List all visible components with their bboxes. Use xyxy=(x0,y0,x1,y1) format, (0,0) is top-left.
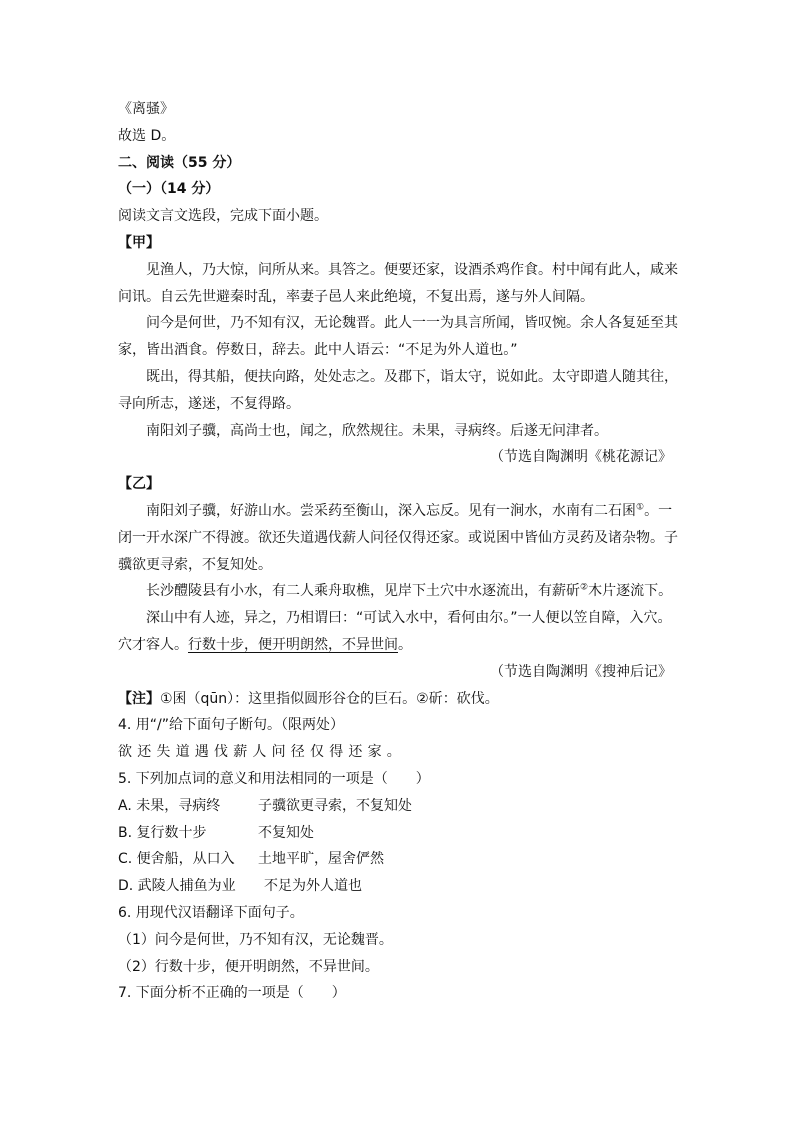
question-6-item: （2）行数十步，便开明朗然，不异世间。 xyxy=(118,958,379,975)
passage-yi-text: 。 xyxy=(398,636,412,653)
question-4-stem: 4. 用“/”给下面句子断句。（限两处） xyxy=(118,717,345,734)
passage-jia-line: 南阳刘子骥，高尚士也，闻之，欣然规往。未果，寻病终。后遂无问津者。 xyxy=(146,422,608,439)
option-left: A. 未果，寻病终 xyxy=(118,797,221,814)
passage-jia-line: 既出，得其船，便扶向路，处处志之。及郡下，诣太守，说如此。太守即遣人随其往， xyxy=(146,368,678,385)
passage-jia-line: 家，皆出酒食。停数日，辞去。此中人语云：“不足为外人道也。” xyxy=(118,342,518,359)
passage-yi-text: 长沙醴陵县有小水，有二人乘舟取樵，见岸下土穴中水逐流出，有薪斫 xyxy=(146,583,580,600)
subsection-title: （一）（14 分） xyxy=(118,181,220,198)
option-left: C. 便舍船，从口入 xyxy=(118,851,235,868)
question-4-sentence: 欲还失道遇伐薪人问径仅得还家。 xyxy=(118,744,406,761)
option-right: 土地平旷，屋舍俨然 xyxy=(258,851,384,868)
annotation-text: ①囷（qūn）：这里指似圆形谷仓的巨石。②斫：砍伐。 xyxy=(160,690,499,707)
question-5-option xyxy=(118,846,678,873)
passage-yi-text: 穴才容人。 xyxy=(118,636,188,653)
passage-yi-line: 骥欲更寻索，不复知处。 xyxy=(118,556,272,573)
question-6-stem: 6. 用现代汉语翻译下面句子。 xyxy=(118,904,304,921)
underlined-sentence: 行数十步，便开明朗然，不异世间 xyxy=(188,636,398,653)
question-5-option xyxy=(118,820,678,847)
passage-jia-line: 见渔人，乃大惊，问所从来。具答之。便要还家，设酒杀鸡作食。村中闻有此人，咸来 xyxy=(146,261,678,278)
passage-yi-text: 。一 xyxy=(644,502,673,519)
passage-jia-line: 问讯。自云先世避秦时乱，率妻子邑人来此绝境，不复出焉，遂与外人间隔。 xyxy=(118,288,594,305)
passage-jia-line: 问今是何世，乃不知有汉，无论魏晋。此人一一为具言所闻，皆叹惋。余人各复延至其 xyxy=(146,315,678,332)
passage-yi-text: 南阳刘子骥，好游山水。尝采药至衡山，深入忘反。见有一涧水，水南有二石囷 xyxy=(146,502,636,519)
passage-yi-line xyxy=(118,578,678,605)
question-5-option xyxy=(118,873,678,900)
question-5-option xyxy=(118,793,678,820)
annotation-label: 【注】 xyxy=(118,690,160,707)
document-page xyxy=(118,96,678,1007)
question-7-stem: 7. 下面分析不正确的一项是（ ） xyxy=(118,985,346,1002)
passage-yi-line xyxy=(118,498,678,525)
prev-answer-choice: 故选 D。 xyxy=(118,127,176,144)
passage-yi-line xyxy=(118,632,678,659)
note-marker: ① xyxy=(636,502,645,513)
question-5-stem: 5. 下列加点词的意义和用法相同的一项是（ ） xyxy=(118,770,430,787)
note-marker: ② xyxy=(580,582,589,593)
option-right: 不足为外人道也 xyxy=(264,878,362,895)
option-right: 不复知处 xyxy=(258,824,314,841)
passage-yi-line: 闭一开水深广不得渡。欲还失道遇伐薪人问径仅得还家。或说囷中皆仙方灵药及诸杂物。子 xyxy=(118,529,678,546)
section-title: 二、阅读（55 分） xyxy=(118,154,241,171)
question-6-item: （1）问今是何世，乃不知有汉，无论魏晋。 xyxy=(118,931,393,948)
reading-instruction: 阅读文言文选段，完成下面小题。 xyxy=(118,208,328,225)
passage-yi-line: 深山中有人迹，异之，乃相谓曰：“可试入水中，看何由尔。”一人便以笠自障，入穴。 xyxy=(146,610,672,627)
option-left: B. 复行数十步 xyxy=(118,824,207,841)
passage-yi-text: 木片逐流下。 xyxy=(588,583,673,600)
passage-yi-label: 【乙】 xyxy=(118,476,160,493)
option-right: 子骥欲更寻索，不复知处 xyxy=(258,797,412,814)
prev-answer-title: 《离骚》 xyxy=(118,101,174,117)
option-left: D. 武陵人捕鱼为业 xyxy=(118,878,236,895)
annotation xyxy=(118,686,678,713)
passage-jia-label: 【甲】 xyxy=(118,234,160,251)
passage-yi-source: （节选自陶渊明《搜神后记》 xyxy=(490,663,672,680)
passage-jia-line: 寻向所志，遂迷，不复得路。 xyxy=(118,395,300,412)
passage-jia-source: （节选自陶渊明《桃花源记》 xyxy=(490,449,672,466)
